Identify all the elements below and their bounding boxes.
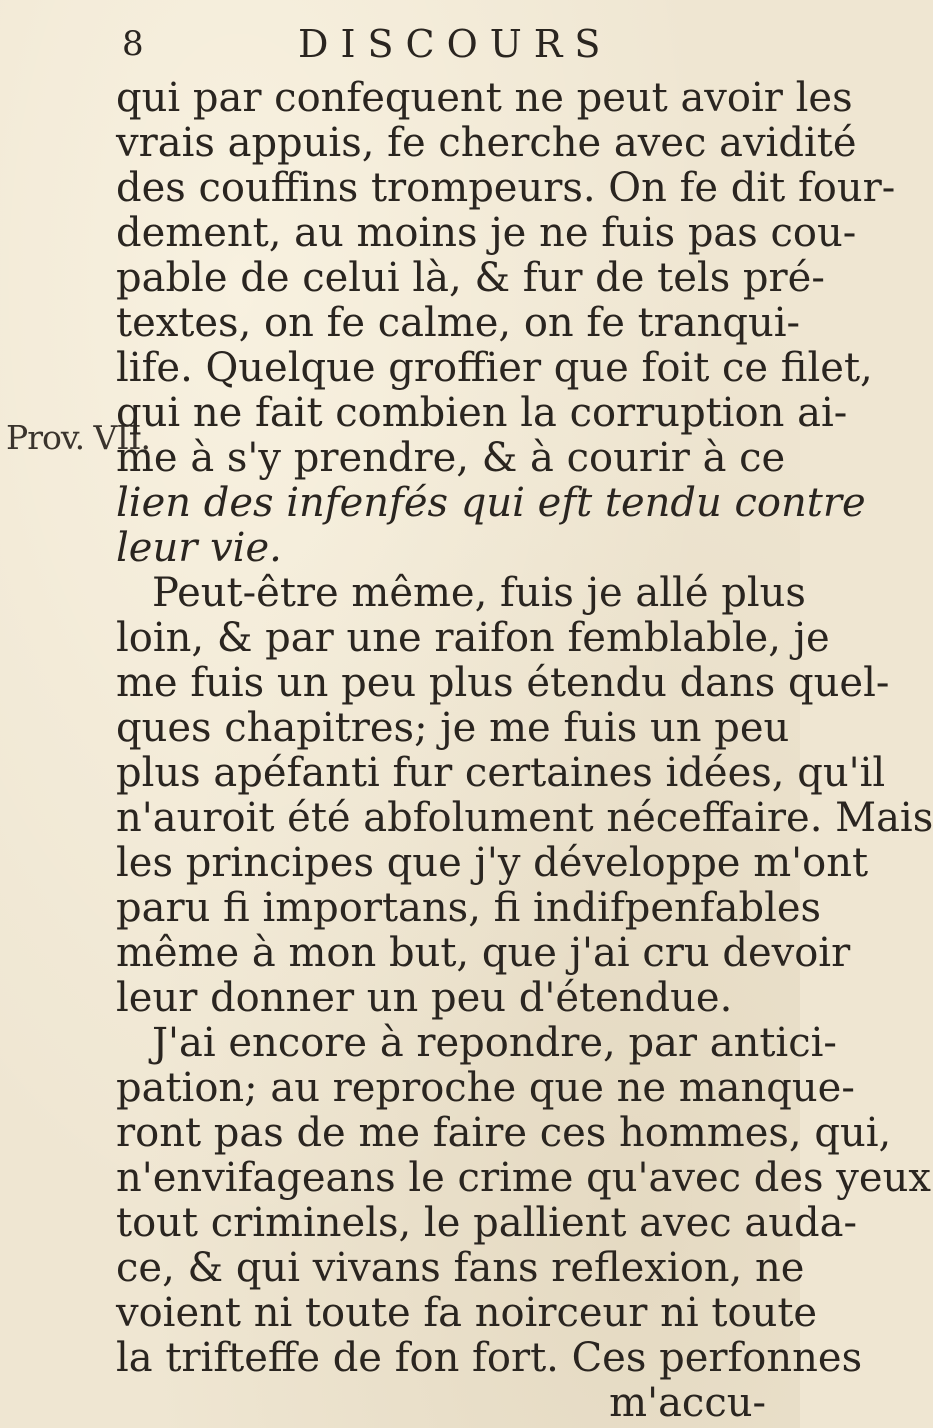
text-line: vrais appuis, fe cherche avec avidité	[116, 120, 857, 166]
paragraph-start-line: Peut-être même, fuis je allé plus	[152, 570, 806, 616]
text-line: des couffins trompeurs. On fe dit four-	[116, 165, 896, 211]
body-text	[116, 75, 933, 1426]
page-header	[118, 20, 758, 68]
page-number: 8	[122, 24, 144, 64]
text-line: voient ni toute fa noirceur ni toute	[116, 1290, 818, 1336]
quoted-line: leur vie.	[116, 525, 282, 571]
text-line: life. Quelque groffier que foit ce filet,	[116, 345, 873, 391]
text-line: tout criminels, le pallient avec auda-	[116, 1200, 857, 1246]
text-line: pable de celui là, & fur de tels pré-	[116, 255, 825, 301]
running-head: DISCOURS	[298, 22, 613, 66]
text-line: n'envifageans le crime qu'avec des yeux	[116, 1155, 931, 1201]
text-line: paru fi importans, fi indifpenfables	[116, 885, 822, 931]
text-line: loin, & par une raifon femblable, je	[116, 615, 830, 661]
text-line: ques chapitres; je me fuis un peu	[116, 705, 790, 751]
catchword: m'accu-	[609, 1380, 766, 1426]
text-line: textes, on fe calme, on fe tranqui-	[116, 300, 801, 346]
text-line: qui par confequent ne peut avoir les	[116, 75, 853, 121]
margin-note: Prov. VII.	[6, 418, 150, 457]
text-line: n'auroit été abfolument néceffaire. Mais	[116, 795, 933, 841]
paragraph-start-line: J'ai encore à repondre, par antici-	[152, 1020, 837, 1066]
text-line: qui ne fait combien la corruption ai-	[116, 390, 848, 436]
text-line: plus apéfanti fur certaines idées, qu'il	[116, 750, 886, 796]
text-line: pation; au reproche que ne manque-	[116, 1065, 855, 1111]
text-line: me à s'y prendre, & à courir à ce	[116, 435, 786, 481]
text-line: me fuis un peu plus étendu dans quel-	[116, 660, 890, 706]
text-line: les principes que j'y développe m'ont	[116, 840, 869, 886]
text-line: ce, & qui vivans fans reflexion, ne	[116, 1245, 805, 1291]
text-line: même à mon but, que j'ai cru devoir	[116, 930, 851, 976]
text-line: la trifteffe de fon fort. Ces perfonnes	[116, 1335, 863, 1381]
text-line: ront pas de me faire ces hommes, qui,	[116, 1110, 892, 1156]
quoted-line: lien des infenfés qui eft tendu contre	[116, 480, 866, 526]
text-line: leur donner un peu d'étendue.	[116, 975, 733, 1021]
text-line: dement, au moins je ne fuis pas cou-	[116, 210, 857, 256]
